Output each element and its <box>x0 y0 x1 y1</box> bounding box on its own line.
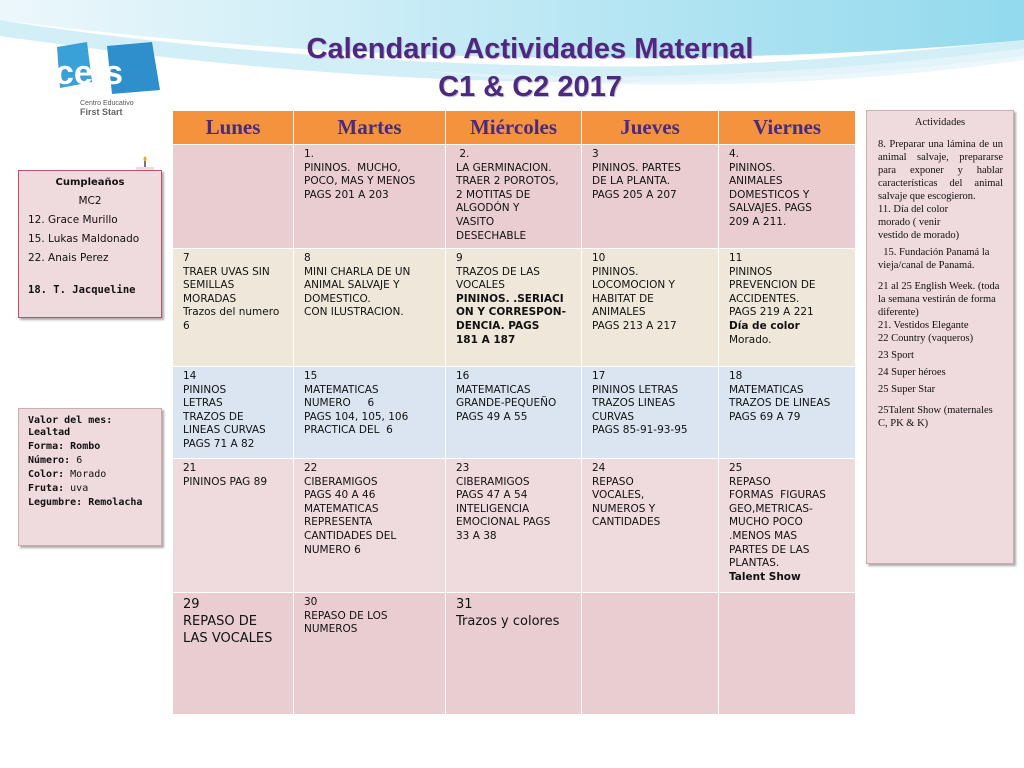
day-activity-line: PININOS <box>729 265 773 278</box>
day-activity-line: TRAZOS LINEAS <box>592 397 676 410</box>
day-activity-line: LAS VOCALES <box>183 631 273 646</box>
monthly-value-title: Valor del mes: <box>28 415 113 426</box>
calendar-week-row <box>173 249 856 367</box>
day-activity-line: 2 MOTITAS DE <box>456 188 531 201</box>
day-activity-line: PININOS. PARTES <box>592 161 681 174</box>
day-activity-line: NUMEROS Y <box>592 502 656 515</box>
day-number: 21 <box>183 462 197 474</box>
day-activity-line: NUMERO 6 <box>304 543 361 556</box>
day-activity-line: NUMERO 6 <box>304 397 375 410</box>
title-line2: C1 & C2 2017 <box>438 71 622 103</box>
calendar-day-cell <box>719 593 856 715</box>
day-activity-line: INTELIGENCIA <box>456 502 530 515</box>
day-number: 29 <box>183 597 200 612</box>
activity-item: 15. Fundación Panamá la vieja/canal de Panamá. <box>878 247 993 271</box>
day-number: 11 <box>729 252 743 264</box>
day-activity-line: FORMAS FIGURAS <box>729 489 826 502</box>
day-activity-line: SALVAJES. PAGS <box>729 202 812 215</box>
day-activity-line: .MENOS MAS <box>729 529 798 542</box>
day-activity-line: TRAER UVAS SIN <box>183 265 270 278</box>
calendar-week-row <box>173 367 856 459</box>
calendar-day-cell <box>719 249 856 367</box>
birthdays-group: MC2 <box>78 195 102 207</box>
day-number: 10 <box>592 252 606 264</box>
day-activity-line: PAGS 213 A 217 <box>592 319 677 332</box>
day-activity-line: CON ILUSTRACION. <box>304 306 404 319</box>
day-activity-line: PAGS 205 A 207 <box>592 188 677 201</box>
activity-item: 21 al 25 English Week. (toda la semana vestirán de forma diferente) <box>878 281 1000 318</box>
day-activity-line: PAGS 104, 105, 106 <box>304 410 409 423</box>
activity-item: 22 Country (vaqueros) <box>878 333 974 344</box>
calendar-day-cell <box>582 145 719 249</box>
day-activity-line: PININOS PAG 89 <box>183 475 267 488</box>
day-number: 9 <box>456 252 463 264</box>
day-activity-line: ALGODÓN Y <box>456 202 520 215</box>
day-number: 8 <box>304 252 311 264</box>
day-activity-line: Talent Show <box>729 570 801 583</box>
activity-item: 25 Super Star <box>878 384 936 395</box>
day-activity-line: PARTES DE LAS <box>729 543 810 556</box>
day-number: 23 <box>456 462 470 474</box>
day-activity-line: VOCALES <box>456 279 505 292</box>
day-activity-line: SEMILLAS <box>183 279 235 292</box>
day-activity-line: ANIMALES <box>592 306 646 319</box>
calendar-week-row <box>173 145 856 249</box>
calendar-day-cell <box>173 249 294 367</box>
calendar-table <box>172 110 856 715</box>
title-line1: Calendario Actividades Maternal <box>306 33 754 65</box>
day-number: 3 <box>592 148 599 160</box>
monthly-value-value: Lealtad <box>28 427 71 438</box>
day-activity-line: 181 A 187 <box>456 333 516 346</box>
calendar-day-cell <box>446 459 582 593</box>
day-activity-line: CURVAS <box>592 410 635 423</box>
day-activity-line: DE LA PLANTA. <box>592 175 671 188</box>
monthly-value-panel <box>18 408 162 546</box>
day-activity-line: PRACTICA DEL 6 <box>304 424 393 437</box>
day-number: 18 <box>729 370 743 382</box>
day-number: 22 <box>304 462 318 474</box>
day-activity-line: MATEMATICAS <box>729 383 804 396</box>
calendar-day-cell <box>582 367 719 459</box>
day-number: 14 <box>183 370 197 382</box>
calendar-day-cell <box>294 593 446 715</box>
day-activity-line: 6 <box>183 319 190 332</box>
day-activity-line: VASITO <box>456 215 495 228</box>
monthly-value-numero: Número: 6 <box>28 455 83 466</box>
birthday-item: 22. Anais Perez <box>28 252 109 264</box>
day-activity-line: MINI CHARLA DE UN <box>304 265 411 278</box>
day-activity-line: EMOCIONAL PAGS <box>456 516 551 529</box>
day-number: 25 <box>729 462 743 474</box>
day-number: 2. <box>456 148 470 160</box>
calendar-day-cell <box>294 459 446 593</box>
day-activity-line: LA GERMINACION. <box>456 161 552 174</box>
day-activity-line: POCO, MAS Y MENOS <box>304 175 416 188</box>
day-activity-line: LETRAS <box>183 397 223 410</box>
day-activity-line: TRAZOS DE LINEAS <box>729 397 831 410</box>
day-activity-line: Morado. <box>729 333 772 346</box>
activities-panel <box>866 110 1014 564</box>
birthday-item-last: 18. T. Jacqueline <box>28 284 136 296</box>
page-title <box>220 30 840 106</box>
calendar-day-cell <box>719 459 856 593</box>
day-number: 31 <box>456 597 473 612</box>
day-activity-line: TRAER 2 POROTOS, <box>456 175 559 188</box>
calendar-header-row <box>173 111 856 145</box>
day-activity-line: MATEMATICAS <box>456 383 531 396</box>
day-activity-line: REPASO <box>729 475 771 488</box>
day-activity-line: PININOS. <box>729 161 776 174</box>
day-activity-line: ANIMALES <box>729 175 783 188</box>
day-activity-line: CANTIDADES DEL <box>304 529 397 542</box>
day-activity-line: PAGS 85-91-93-95 <box>592 424 688 437</box>
activity-item: 8. Preparar una lámina de un animal salvaje, prepararse para exponer y hablar características del animal salvaje que escogieron. <box>878 139 1003 202</box>
calendar-day-cell <box>173 459 294 593</box>
day-activity-line: PININOS. MUCHO, <box>304 161 401 174</box>
activity-item: vestido de morado) <box>878 230 960 241</box>
day-activity-line: MATEMATICAS <box>304 502 379 515</box>
day-header-lunes: Lunes <box>173 111 294 145</box>
day-activity-line: MUCHO POCO <box>729 516 803 529</box>
day-activity-line: ANIMAL SALVAJE Y <box>304 279 400 292</box>
day-activity-line: Trazos y colores <box>456 614 560 629</box>
calendar-week-row <box>173 593 856 715</box>
day-activity-line: LINEAS CURVAS <box>183 424 266 437</box>
calendar-day-cell <box>446 593 582 715</box>
day-activity-line: DESECHABLE <box>456 229 527 242</box>
day-activity-line: PAGS 71 A 82 <box>183 437 255 450</box>
calendar-day-cell <box>294 249 446 367</box>
activities-title: Actividades <box>914 117 966 128</box>
day-activity-line: REPASO DE <box>183 614 257 629</box>
activity-item: 23 Sport <box>878 350 914 361</box>
calendar-day-cell <box>173 593 294 715</box>
day-number: 24 <box>592 462 606 474</box>
day-activity-line: REPASO DE LOS <box>304 609 388 622</box>
calendar-day-cell <box>294 367 446 459</box>
day-number: 17 <box>592 370 606 382</box>
day-activity-line: CIBERAMIGOS <box>304 475 378 488</box>
calendar-day-cell <box>294 145 446 249</box>
calendar-day-cell <box>446 145 582 249</box>
monthly-value-color: Color: Morado <box>28 469 107 480</box>
day-activity-line: DENCIA. PAGS <box>456 319 540 332</box>
day-activity-line: VOCALES, <box>592 489 645 502</box>
monthly-value-forma: Forma: Rombo <box>28 441 101 452</box>
day-activity-line: PAGS 40 A 46 <box>304 489 376 502</box>
birthday-item: 12. Grace Murillo <box>28 214 118 226</box>
day-activity-line: PININOS. .SERIACI <box>456 292 564 305</box>
activity-item: 21. Vestidos Elegante <box>878 320 969 331</box>
monthly-value-fruta: Fruta: uva <box>28 483 89 494</box>
day-header-martes: Martes <box>294 111 446 145</box>
calendar-day-cell <box>719 145 856 249</box>
birthdays-title: Cumpleaños <box>55 177 125 188</box>
day-activity-line: CANTIDADES <box>592 516 661 529</box>
day-activity-line: MATEMATICAS <box>304 383 379 396</box>
day-activity-line: PAGS 219 A 221 <box>729 306 814 319</box>
day-activity-line: Día de color <box>729 319 800 332</box>
day-activity-line: TRAZOS DE <box>183 410 244 423</box>
calendar-day-cell <box>446 367 582 459</box>
day-activity-line: REPRESENTA <box>304 516 373 529</box>
day-activity-line: 33 A 38 <box>456 529 497 542</box>
calendar-day-cell <box>173 367 294 459</box>
day-activity-line: TRAZOS DE LAS <box>456 265 540 278</box>
calendar-week-row <box>173 459 856 593</box>
logo-line1: Centro Educativo <box>80 100 134 107</box>
calendar-day-cell <box>582 249 719 367</box>
day-activity-line: PAGS 49 A 55 <box>456 410 528 423</box>
day-activity-line: PININOS LETRAS <box>592 383 679 396</box>
day-header-viernes: Viernes <box>719 111 856 145</box>
day-activity-line: PREVENCION DE <box>729 279 816 292</box>
calendar-day-cell <box>719 367 856 459</box>
day-activity-line: HABITAT DE <box>592 292 654 305</box>
day-activity-line: PAGS 69 A 79 <box>729 410 801 423</box>
day-activity-line: PININOS. <box>592 265 639 278</box>
activity-item: 11. Día del color <box>878 204 949 215</box>
day-activity-line: DOMESTICO. <box>304 292 371 305</box>
day-number: 16 <box>456 370 470 382</box>
day-activity-line: PININOS <box>183 383 227 396</box>
day-header-miercoles: Miércoles <box>446 111 582 145</box>
logo-caption <box>80 100 134 116</box>
day-number: 7 <box>183 252 190 264</box>
calendar-day-cell <box>582 593 719 715</box>
svg-text:cefs: cefs <box>55 54 124 92</box>
day-activity-line: LOCOMOCION Y <box>592 279 675 292</box>
day-number: 1. <box>304 148 315 160</box>
day-activity-line: NUMEROS <box>304 623 358 636</box>
day-header-jueves: Jueves <box>582 111 719 145</box>
activity-item: 25Talent Show (maternales C, PK & K) <box>878 405 993 429</box>
day-activity-line: CIBERAMIGOS <box>456 475 530 488</box>
day-activity-line: PAGS 201 A 203 <box>304 188 389 201</box>
day-activity-line: ACCIDENTES. <box>729 292 800 305</box>
logo-line2: First Start <box>80 107 123 117</box>
activity-item: 24 Super héroes <box>878 367 946 378</box>
day-activity-line: PLANTAS. <box>729 557 780 570</box>
cefs-logo-mark <box>52 42 162 102</box>
day-activity-line: GEO,METRICAS- <box>729 502 813 515</box>
day-activity-line: MORADAS <box>183 292 237 305</box>
calendar-day-cell <box>582 459 719 593</box>
birthday-item: 15. Lukas Maldonado <box>28 233 140 245</box>
day-activity-line: GRANDE-PEQUEÑO <box>456 397 557 410</box>
monthly-value-legumbre: Legumbre: Remolacha <box>28 497 143 508</box>
calendar-day-cell <box>173 145 294 249</box>
day-activity-line: 209 A 211. <box>729 215 787 228</box>
day-activity-line: Trazos del numero <box>183 306 280 319</box>
activity-item: morado ( venir <box>878 217 941 228</box>
calendar-day-cell <box>446 249 582 367</box>
day-activity-line: PAGS 47 A 54 <box>456 489 528 502</box>
birthdays-panel <box>18 170 162 318</box>
day-number: 4. <box>729 148 740 160</box>
day-activity-line: REPASO <box>592 475 634 488</box>
day-activity-line: ON Y CORRESPON- <box>456 306 566 319</box>
day-number: 15 <box>304 370 318 382</box>
day-activity-line: DOMESTICOS Y <box>729 188 810 201</box>
day-number: 30 <box>304 596 318 608</box>
